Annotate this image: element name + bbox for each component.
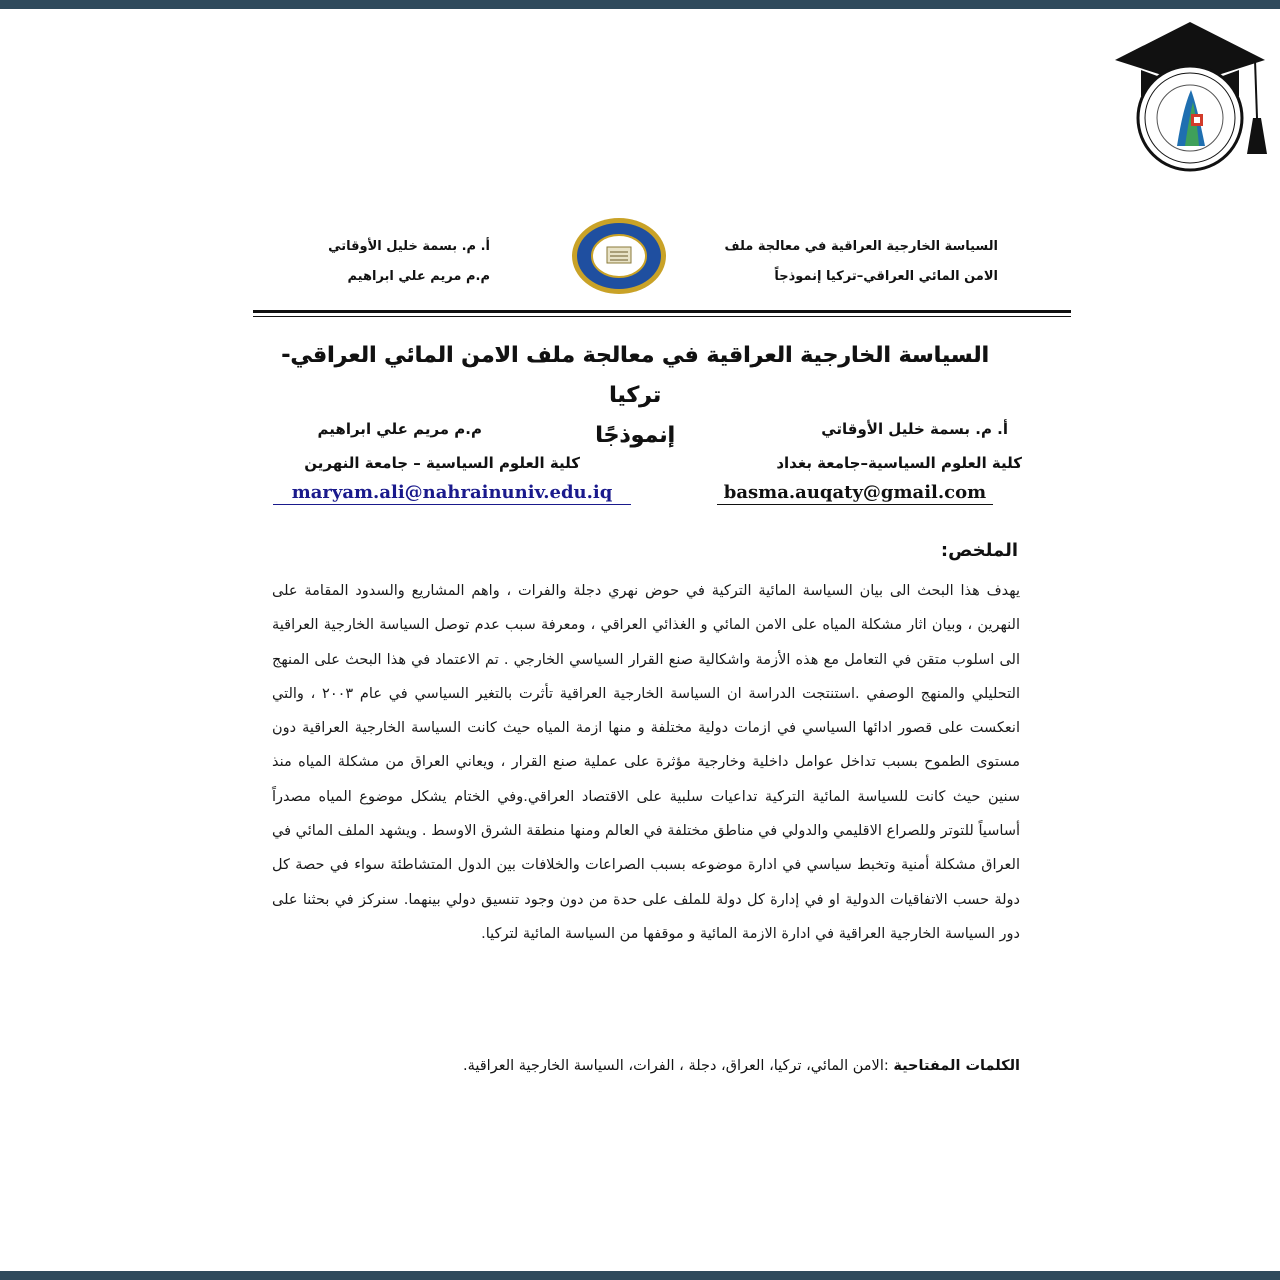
paper-title-line1: السياسة الخارجية العراقية في معالجة ملف الامن المائي العراقي-تركيا (281, 343, 989, 408)
author2-affiliation: كلية العلوم السياسية – جامعة النهرين (304, 454, 580, 472)
top-frame-bar (0, 0, 1280, 9)
bottom-frame-bar (0, 1271, 1280, 1280)
running-header-title-line1: السياسة الخارجية العراقية في معالجة ملف (724, 239, 998, 254)
author1-affiliation: كلية العلوم السياسية–جامعة بغداد (776, 454, 1022, 472)
running-header-title (678, 232, 998, 292)
running-header-author2: م.م مريم علي ابراهيم (347, 269, 490, 284)
author1-email[interactable]: basma.auqaty@gmail.com (717, 482, 993, 505)
running-header-title-line2: الامن المائي العراقي–تركيا إنموذجاً (774, 269, 998, 284)
header-rule-thin (253, 316, 1071, 317)
abstract-body: يهدف هذا البحث الى بيان السياسة المائية التركية في حوض نهري دجلة والفرات ، واهم المشاريع والسدود المقامة على النهرين ، وبيان اثار مشكلة المياه على الامن المائي و الغذائي العراقي ، ومعرفة سبب عدم توصل السياسة الخارجية العراقية الى اسلوب متقن في التعامل مع هذه الأزمة واشكالية صنع القرار السياسي الخارجي . تم الاعتماد في هذا البحث على المنهج التحليلي والمنهج الوصفي .استنتجت الدراسة ان السياسة الخارجية العراقية تأثرت بالتغير السياسي في عام ٢٠٠٣ ، والتي انعكست على قصور ادائها السياسي في ازمات دولية مختلفة و منها ازمة المياه حيث كانت السياسة الخارجية العراقية دون مستوى الطموح بسبب تداخل عوامل داخلية وخارجية مؤثرة على عملية صنع القرار ، ويعاني العراق من مشكلة المياه منذ سنين حيث كانت للسياسة المائية التركية تداعيات سلبية على الاقتصاد العراقي.وفي الختام يشكل موضوع المياه مصدراً أساسياً للتوتر وللصراع الاقليمي والدولي في مناطق مختلفة في العالم ومنها منطقة الشرق الاوسط . ويشهد الملف المائي في العراق مشكلة أمنية وتخبط سياسي في ادارة موضوعه بسبب الصراعات والخلافات بين الدول المتشاطئة سواء في حصة كل دولة حسب الاتفاقيات الدولية او في إدارة كل دولة للملف على حدة من دون وجود تنسيق دولي بينهما. سنركز في بحثنا على دور السياسة الخارجية العراقية في ادارة الازمة المائية و موقفها من السياسة المائية لتركيا. (272, 583, 1020, 942)
running-header-authors (290, 232, 490, 292)
running-header-author1: أ. م. بسمة خليل الأوقاتي (328, 239, 490, 254)
header-rule-thick (253, 310, 1071, 313)
author1-name: أ. م. بسمة خليل الأوقاتي (821, 420, 1008, 438)
keywords-line (272, 1049, 1020, 1083)
paper-title (280, 336, 990, 456)
faculty-seal-icon (570, 216, 668, 296)
paper-title-line2: إنموذجًا (595, 423, 675, 448)
abstract-heading: الملخص: (940, 540, 1018, 561)
keywords-text: :الامن المائي، تركيا، العراق، دجلة ، الفرات، السياسة الخارجية العراقية. (462, 1058, 894, 1074)
keywords-label: الكلمات المفتاحية (893, 1058, 1020, 1074)
author2-email-link[interactable]: maryam.ali@nahrainuniv.edu.iq (273, 482, 631, 505)
author2-name: م.م مريم علي ابراهيم (317, 420, 482, 438)
graduation-cap-emblem-icon (1105, 18, 1275, 178)
